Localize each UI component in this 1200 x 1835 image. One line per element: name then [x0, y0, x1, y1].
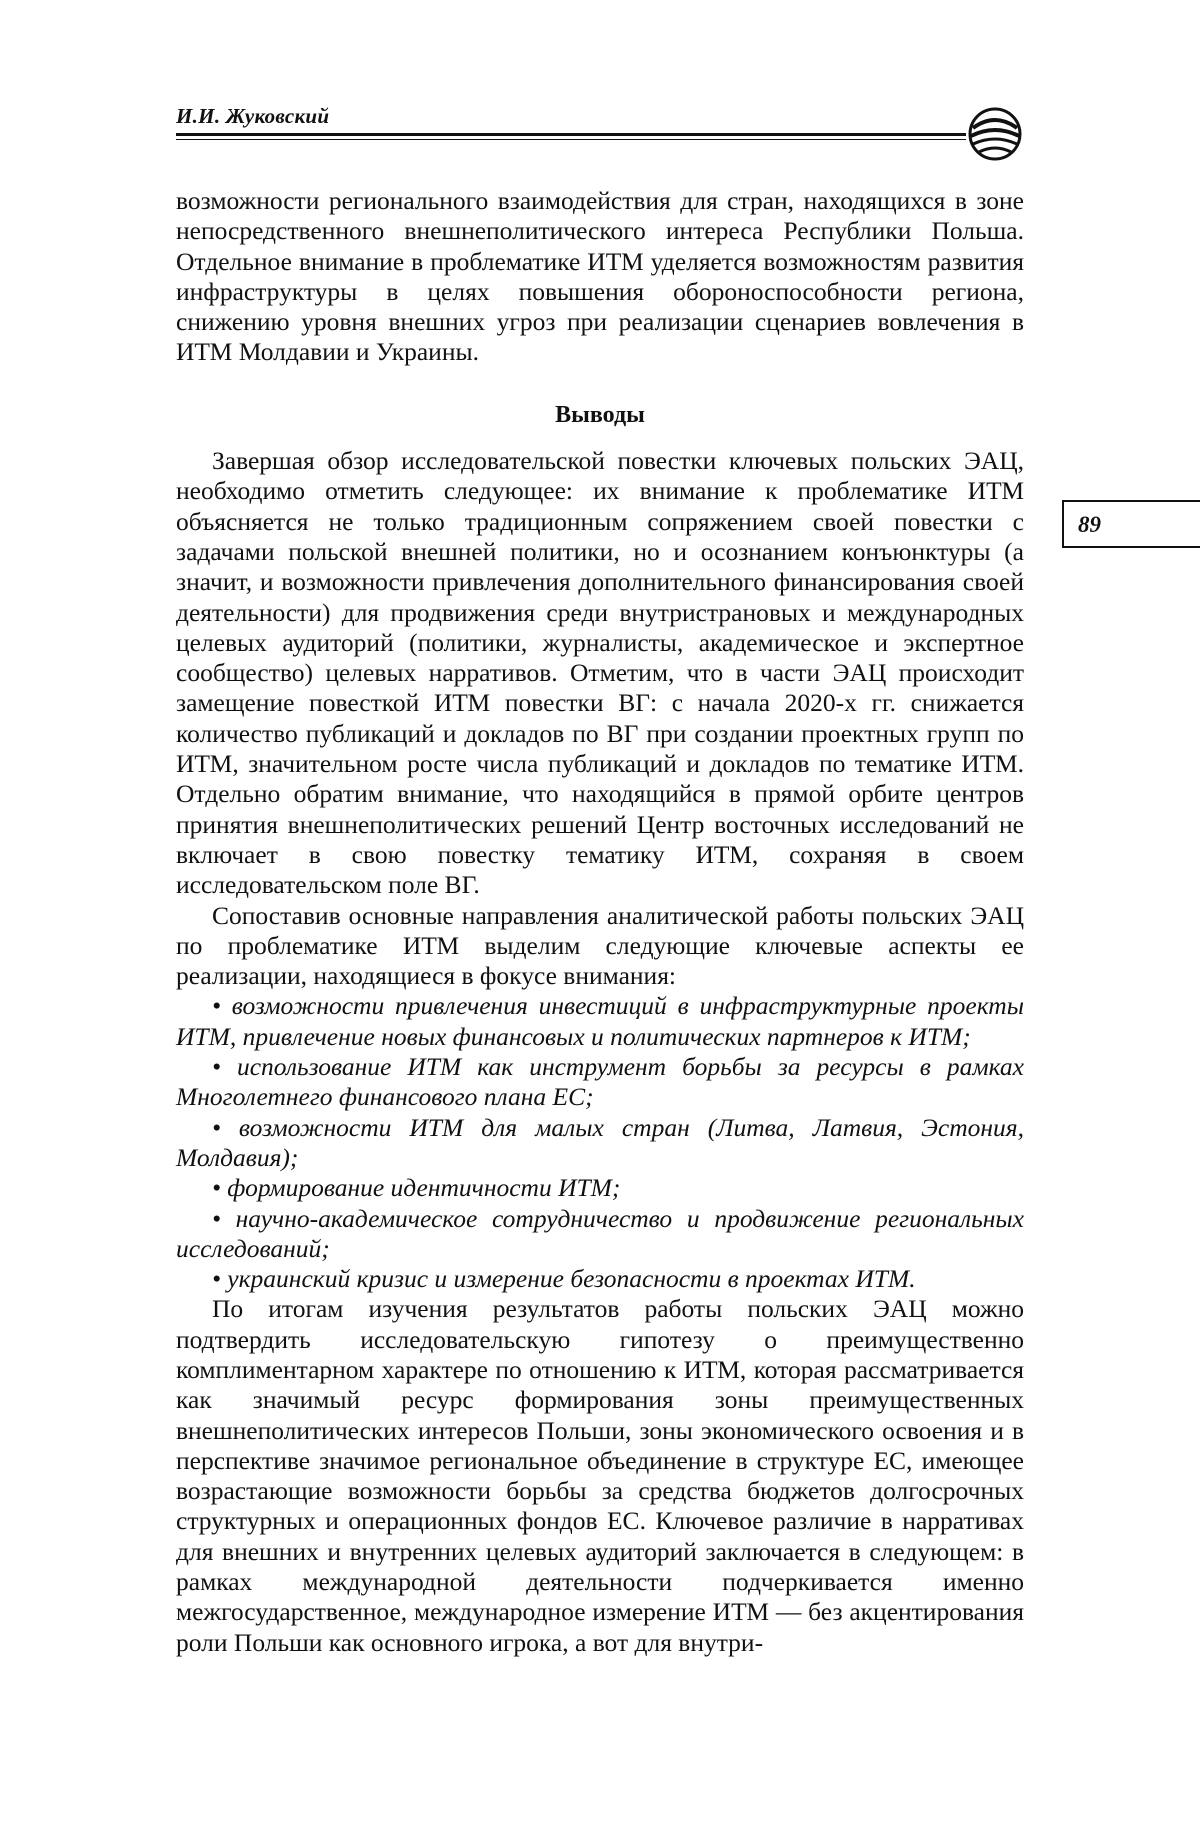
list-item: • использование ИТМ как инструмент борьбы за ресурсы в рамках Многолетнего финансового плана ЕС; — [176, 1052, 1024, 1112]
list-item: • возможности ИТМ для малых стран (Литва, Латвия, Эстония, Молдавия); — [176, 1112, 1024, 1172]
list-item: • украинский кризис и измерение безопасности в проектах ИТМ. — [212, 1264, 916, 1294]
running-header-author: И.И. Жуковский — [176, 104, 330, 128]
page-body — [176, 186, 1024, 1658]
intro-paragraph: возможности регионального взаимодействия для стран, находящихся в зоне непосредственного внешнеполитического интереса Республики Польша. Отдельное внимание в проблематике ИТМ уделяется возможностям развития инфраструктуры в целях повышения обороноспособности региона, снижению уровня внешних угроз при реализации сценариев вовлечения в ИТМ Молдавии и Украины. — [176, 186, 1024, 367]
list-item: • научно-академическое сотрудничество и продвижение региональных исследований; — [176, 1203, 1024, 1263]
journal-logo-icon — [965, 106, 1025, 162]
conclusion-paragraph-1: Завершая обзор исследовательской повестки ключевых польских ЭАЦ, необходимо отметить следующее: их внимание к проблематике ИТМ объясняется не только традиционным сопряжением своей повестки с задачами польской внешней политики, но и осознанием конъюнктуры (а значит, и возможности привлечения дополнительного финансирования своей деятельности) для продвижения среди внутристрановых и международных целевых аудиторий (политики, журналисты, академическое и экспертное сообщество) целевых нарративов. Отметим, что в части ЭАЦ происходит замещение повесткой ИТМ повестки ВГ: с начала 2020-х гг. снижается количество публикаций и докладов по ВГ при создании проектных групп по ИТМ, значительном росте числа публикаций и докладов по тематике ИТМ. Отдельно обратим внимание, что находящийся в прямой орбите центров принятия внешнеполитических решений Центр восточных исследований не включает в свою повестку тематику ИТМ, сохраняя в своем исследовательском поле ВГ. — [176, 446, 1024, 900]
page-number: 89 — [1078, 512, 1101, 537]
list-item: • возможности привлечения инвестиций в инфраструктурные проекты ИТМ, привлечение новых финансовых и политических партнеров к ИТМ; — [176, 991, 1024, 1051]
conclusion-paragraph-2: Сопоставив основные направления аналитической работы польских ЭАЦ по проблематике ИТМ выделим следующие ключевые аспекты ее реализации, находящиеся в фокусе внимания: — [176, 900, 1024, 991]
conclusion-paragraph-3: По итогам изучения результатов работы польских ЭАЦ можно подтвердить исследовательскую гипотезу о преимущественно комплиментарном характере по отношению к ИТМ, которая рассматривается как значимый ресурс формирования зоны преимущественных внешнеполитических интересов Польши, зоны экономического освоения и в перспективе значимое региональное объединение в структуре ЕС, имеющее возрастающие возможности борьбы за средства бюджетов долгосрочных структурных и операционных фондов ЕС. Ключевое различие в нарративах для внешних и внутренних целевых аудиторий заключается в следующем: в рамках международной деятельности подчеркивается именно межгосударственное, международное измерение ИТМ — без акцентирования роли Польши как основного игрока, а вот для внутри- — [176, 1294, 1024, 1657]
header-rule — [176, 133, 966, 140]
page-number-tab — [1062, 500, 1200, 548]
list-item: • формирование идентичности ИТМ; — [212, 1173, 621, 1203]
section-heading: Выводы — [555, 401, 645, 428]
